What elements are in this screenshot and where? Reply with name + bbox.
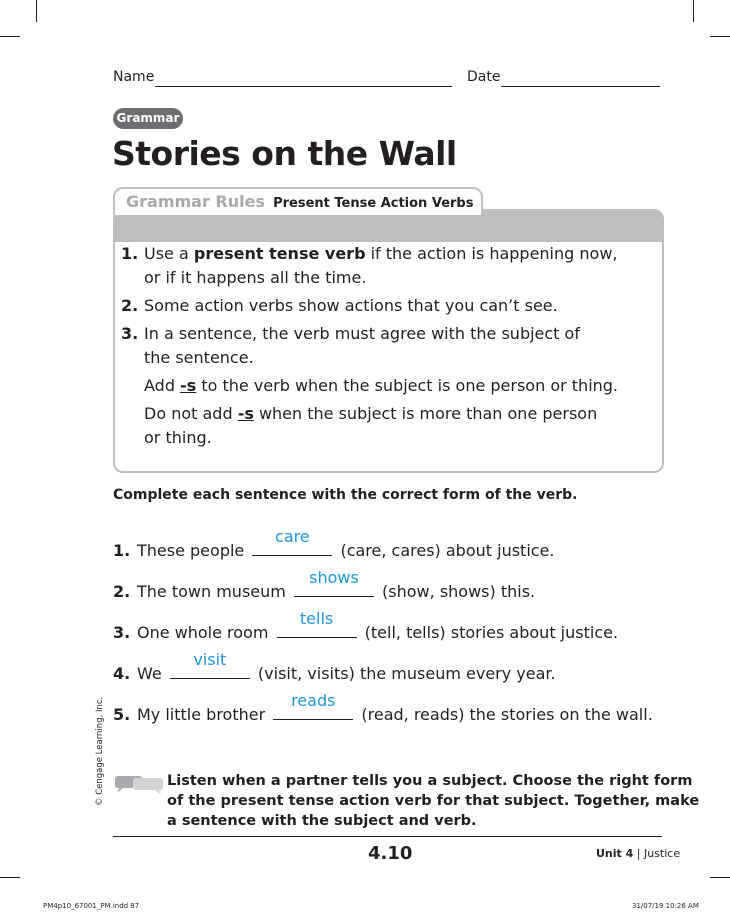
print-slug-timestamp: 31/07/19 10:26 AM: [632, 902, 699, 910]
answer-text: shows: [309, 568, 359, 587]
partner-line: a sentence with the subject and verb.: [167, 813, 477, 829]
unit-number: Unit 4: [596, 847, 634, 860]
grammar-rules-heading: [126, 192, 473, 211]
exercise-number: 2.: [113, 582, 131, 601]
exercise-number: 3.: [113, 623, 131, 642]
grammar-rules-title: Grammar Rules: [126, 192, 265, 211]
date-label: Date: [467, 69, 501, 85]
exercise-text: My little brother: [137, 705, 266, 724]
answer-blank[interactable]: [277, 609, 357, 638]
exercise-4: [113, 650, 556, 683]
rule-3-add: [121, 374, 618, 398]
exercise-3: [113, 609, 619, 642]
rule-text: Use a: [144, 244, 194, 263]
name-field[interactable]: [155, 86, 452, 87]
exercise-text: (visit, visits) the museum every year.: [257, 664, 556, 683]
exercise-number: 4.: [113, 664, 131, 683]
footer-divider: [113, 836, 662, 837]
suffix-s: -s: [237, 404, 254, 423]
rule-text: the sentence.: [144, 348, 254, 367]
exercise-text: (read, reads) the stories on the wall.: [361, 705, 653, 724]
exercise-2: [113, 568, 536, 601]
unit-label: Unit 4 | Justice: [596, 847, 681, 860]
exercise-5: [113, 691, 653, 724]
crop-mark: [0, 36, 20, 37]
answer-blank[interactable]: [252, 527, 332, 556]
answer-text: reads: [291, 691, 336, 710]
speech-bubbles-icon: [113, 776, 165, 796]
exercise-number: 1.: [113, 541, 131, 560]
exercise-text: (tell, tells) stories about justice.: [364, 623, 619, 642]
rule-2: [121, 294, 558, 318]
rule-3-notadd: [121, 402, 597, 450]
exercise-text: These people: [137, 541, 245, 560]
partner-activity-text: [167, 771, 699, 831]
answer-blank[interactable]: [273, 691, 353, 720]
name-label: Name: [113, 69, 155, 85]
copyright-notice: © Cengage Learning, Inc.: [95, 696, 105, 806]
rule-text: Add: [144, 376, 181, 395]
grammar-rules-subtitle: Present Tense Action Verbs: [273, 196, 474, 211]
rule-text: when the subject is more than one person: [253, 404, 598, 423]
answer-blank[interactable]: [170, 650, 250, 679]
exercise-text: (care, cares) about justice.: [340, 541, 555, 560]
date-field[interactable]: [501, 86, 660, 87]
answer-blank[interactable]: [294, 568, 374, 597]
rule-text: or thing.: [144, 428, 212, 447]
section-tag: Grammar: [113, 108, 183, 129]
print-slug-file: PM4p10_67001_PM.indd 87: [43, 902, 140, 910]
exercise-text: One whole room: [137, 623, 269, 642]
crop-mark: [0, 877, 20, 878]
page-number: 4.10: [368, 843, 413, 864]
crop-mark: [710, 36, 730, 37]
answer-text: visit: [193, 650, 227, 669]
partner-line: Listen when a partner tells you a subject. Choose the right form: [167, 773, 693, 789]
page-title: Stories on the Wall: [112, 134, 457, 173]
rule-text: if the action is happening now,: [365, 244, 618, 263]
rule-number: 2.: [121, 296, 139, 315]
exercise-1: [113, 527, 555, 560]
exercise-number: 5.: [113, 705, 131, 724]
exercise-text: The town museum: [137, 582, 286, 601]
rule-text: to the verb when the subject is one person or thing.: [196, 376, 619, 395]
unit-topic: Justice: [643, 847, 681, 860]
answer-text: care: [275, 527, 310, 546]
suffix-s: -s: [180, 376, 197, 395]
rule-number: 3.: [121, 324, 139, 343]
rule-text: In a sentence, the verb must agree with the subject of: [144, 324, 580, 343]
exercise-text: We: [137, 664, 162, 683]
crop-mark: [693, 0, 694, 22]
partner-line: of the present tense action verb for that subject. Together, make: [167, 793, 700, 809]
exercise-text: (show, shows) this.: [382, 582, 536, 601]
rule-text: Some action verbs show actions that you can’t see.: [144, 296, 558, 315]
rule-1: [121, 242, 617, 290]
rule-text: Do not add: [144, 404, 238, 423]
crop-mark: [710, 877, 730, 878]
rule-text: or if it happens all the time.: [144, 268, 367, 287]
answer-text: tells: [299, 609, 334, 628]
rule-3: [121, 322, 580, 370]
crop-mark: [36, 0, 37, 22]
instruction-text: Complete each sentence with the correct form of the verb.: [113, 487, 578, 503]
rule-number: 1.: [121, 244, 139, 263]
rule-bold-term: present tense verb: [193, 244, 366, 263]
